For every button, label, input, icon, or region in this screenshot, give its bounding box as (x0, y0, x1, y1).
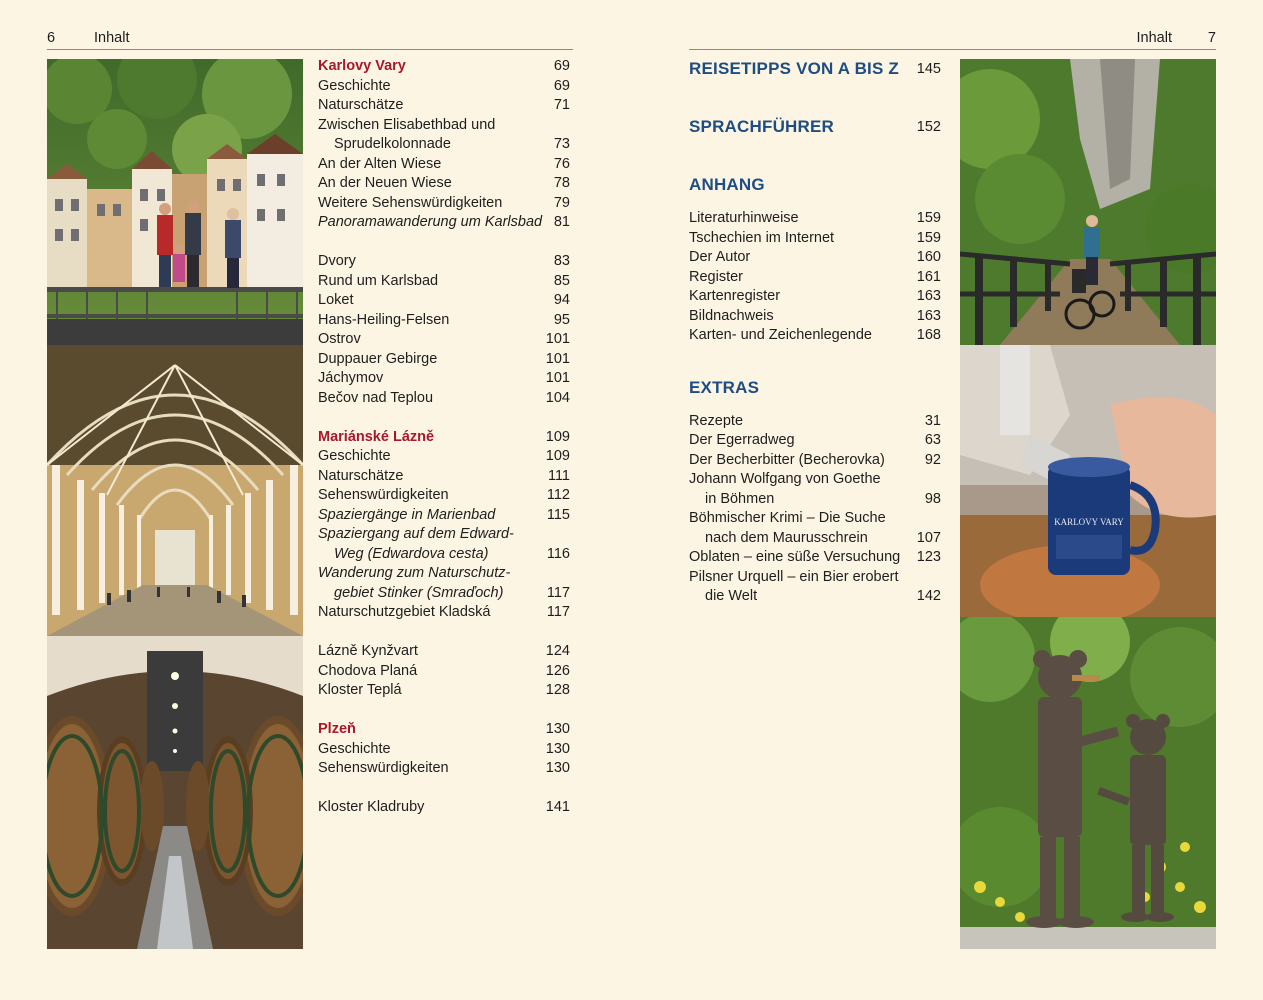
toc-entry-page: 159 (916, 229, 941, 246)
toc-entry-title: Geschichte (318, 740, 391, 757)
toc-right-column (689, 57, 941, 607)
toc-entry-page: 116 (546, 545, 570, 562)
toc-entry-page: 117 (546, 584, 570, 601)
toc-entry-page: 130 (545, 740, 570, 757)
toc-entry[interactable] (318, 428, 570, 448)
toc-entry[interactable] (318, 135, 570, 155)
toc-entry-page: 111 (547, 467, 570, 484)
toc-entry-page: 160 (916, 249, 941, 265)
toc-entry-title: in Böhmen (705, 490, 775, 507)
toc-entry[interactable] (689, 248, 941, 268)
toc-entry-page: 124 (545, 643, 570, 659)
photo-karlovy-vary-street (47, 59, 303, 345)
toc-entry[interactable] (318, 213, 570, 233)
toc-entry[interactable] (318, 272, 570, 292)
toc-entry-page: 163 (916, 288, 941, 304)
toc-entry-page: 104 (545, 389, 570, 406)
toc-entry[interactable] (689, 229, 941, 249)
toc-entry[interactable] (689, 451, 941, 471)
extras-list (689, 412, 941, 607)
toc-gap (318, 701, 570, 721)
toc-entry-page: 117 (546, 604, 570, 620)
toc-entry[interactable] (689, 431, 941, 451)
toc-entry-title: Weitere Sehenswürdigkeiten (318, 194, 503, 211)
toc-entry-title: Bečov nad Teplou (318, 389, 434, 406)
toc-entry[interactable] (318, 311, 570, 331)
toc-entry[interactable] (318, 447, 570, 467)
toc-entry-page: 85 (553, 272, 570, 289)
toc-entry-page: 123 (916, 549, 941, 565)
toc-section-extras (689, 376, 941, 400)
toc-entry-page: 109 (545, 428, 570, 445)
toc-entry-title: Hans-Heiling-Felsen (318, 311, 450, 328)
toc-entry-title: Bildnachweis (689, 307, 774, 324)
toc-entry[interactable] (318, 798, 570, 818)
left-header-title: Inhalt (94, 30, 130, 46)
toc-entry-page: 101 (545, 370, 570, 386)
toc-section-anhang (689, 173, 941, 197)
toc-entry[interactable] (689, 529, 941, 549)
toc-entry-page: 95 (553, 311, 570, 328)
right-header-title: Inhalt (1136, 30, 1172, 46)
toc-entry[interactable] (318, 57, 570, 77)
toc-entry-title: Plzeň (318, 721, 356, 737)
mug-text: KARLOVY VARY (1054, 517, 1124, 527)
toc-entry[interactable] (318, 584, 570, 604)
toc-entry-title: Johann Wolfgang von Goethe (689, 471, 881, 487)
toc-entry[interactable] (689, 307, 941, 327)
toc-entry-title: Naturschutzgebiet Kladská (318, 604, 491, 620)
right-page-number: 7 (1207, 30, 1216, 46)
section-page: 145 (916, 61, 941, 77)
toc-entry-title: Literaturhinweise (689, 210, 799, 226)
toc-entry-page: 73 (553, 136, 570, 152)
toc-section-sprachfuehrer[interactable] (689, 115, 941, 139)
toc-entry[interactable] (689, 209, 941, 229)
toc-entry-page: 101 (545, 350, 570, 367)
toc-entry-page: 130 (545, 721, 570, 737)
toc-entry-page: 126 (545, 662, 570, 679)
toc-entry-page: 128 (545, 682, 570, 698)
toc-left-column (318, 57, 570, 818)
toc-entry-page: 163 (916, 307, 941, 324)
toc-entry-title: Geschichte (318, 448, 391, 464)
toc-entry-title: Weg (Edwardova cesta) (334, 545, 489, 562)
toc-entry-title: Rezepte (689, 412, 744, 429)
toc-entry[interactable] (318, 467, 570, 487)
toc-entry[interactable] (318, 642, 570, 662)
anhang-list (689, 209, 941, 346)
toc-entry-page: 31 (924, 412, 941, 429)
toc-section-reisetipps[interactable] (689, 57, 941, 84)
toc-entry[interactable] (689, 268, 941, 288)
toc-entry-title: Spaziergänge in Marienbad (318, 506, 496, 523)
toc-entry-page: 94 (553, 292, 570, 308)
toc-entry-page: 78 (553, 175, 570, 191)
toc-entry[interactable] (318, 486, 570, 506)
toc-entry-title: Zwischen Elisabethbad und (318, 116, 496, 133)
toc-entry-title: Jáchymov (318, 370, 384, 386)
toc-entry-title: Karten- und Zeichenlegende (689, 327, 872, 343)
toc-entry-page: 161 (916, 268, 941, 285)
toc-entry-page: 168 (916, 327, 941, 343)
section-title: REISETIPPS VON A BIS Z (689, 59, 900, 78)
toc-entry-page: 76 (553, 155, 570, 172)
toc-entry[interactable] (318, 525, 570, 545)
toc-entry-title: Mariánské Lázně (318, 428, 435, 445)
toc-entry-title: Sehenswürdigkeiten (318, 760, 449, 776)
toc-entry-title: Der Becherbitter (Becherovka) (689, 451, 885, 468)
toc-entry-page: 115 (546, 506, 570, 523)
toc-entry-title: Der Autor (689, 249, 751, 265)
toc-gap (318, 779, 570, 799)
toc-entry-page: 71 (553, 97, 570, 113)
toc-entry-title: gebiet Stinker (Smraďoch) (334, 584, 504, 601)
toc-entry-title: Tschechien im Internet (689, 229, 835, 246)
toc-entry[interactable] (689, 490, 941, 510)
section-title: ANHANG (689, 175, 765, 194)
toc-entry-title: Sehenswürdigkeiten (318, 487, 449, 503)
toc-entry[interactable] (318, 252, 570, 272)
section-title: EXTRAS (689, 377, 760, 397)
toc-entry[interactable] (318, 350, 570, 370)
toc-entry-page: 79 (553, 194, 570, 211)
toc-entry-page: 112 (546, 487, 570, 503)
toc-entry[interactable] (318, 291, 570, 311)
toc-entry-title: Panoramawanderung um Karlsbad (318, 214, 543, 230)
toc-entry-title: nach dem Maurusschrein (705, 529, 868, 546)
toc-gap (318, 623, 570, 643)
toc-entry-title: Karlovy Vary (318, 58, 406, 74)
toc-entry[interactable] (689, 587, 941, 607)
section-title: SPRACHFÜHRER (689, 117, 835, 136)
toc-entry-title: Rund um Karlsbad (318, 272, 439, 289)
toc-entry-page: 98 (924, 490, 941, 507)
toc-entry-title: Sprudelkolonnade (334, 136, 451, 152)
toc-entry[interactable] (318, 720, 570, 740)
toc-entry[interactable] (318, 174, 570, 194)
toc-entry-title: Ostrov (318, 331, 361, 347)
toc-entry[interactable] (318, 506, 570, 526)
toc-entry[interactable] (689, 326, 941, 346)
toc-entry[interactable] (318, 662, 570, 682)
toc-entry[interactable] (318, 603, 570, 623)
toc-entry-page: 63 (924, 432, 941, 448)
toc-entry[interactable] (689, 509, 941, 529)
toc-entry-title: Böhmischer Krimi – Die Suche (689, 510, 886, 526)
toc-entry[interactable] (689, 548, 941, 568)
toc-entry-page: 101 (545, 331, 570, 347)
toc-entry[interactable] (318, 740, 570, 760)
toc-entry[interactable] (318, 96, 570, 116)
toc-entry-page: 141 (545, 799, 570, 815)
toc-gap (318, 408, 570, 428)
toc-entry[interactable] (318, 389, 570, 409)
toc-entry-title: die Welt (705, 588, 758, 604)
left-page-number: 6 (47, 30, 56, 46)
toc-entry[interactable] (689, 470, 941, 490)
toc-entry-page: 109 (545, 448, 570, 464)
toc-entry-title: Naturschätze (318, 467, 404, 484)
toc-entry[interactable] (318, 330, 570, 350)
toc-entry[interactable] (318, 155, 570, 175)
toc-entry[interactable] (318, 759, 570, 779)
toc-entry[interactable] (318, 369, 570, 389)
toc-entry-title: Kloster Teplá (318, 682, 402, 698)
toc-entry-page: 69 (553, 77, 570, 94)
toc-entry-page: 159 (916, 210, 941, 226)
toc-entry-title: Duppauer Gebirge (318, 350, 438, 367)
toc-entry-title: Lázně Kynžvart (318, 643, 418, 659)
toc-entry[interactable] (318, 681, 570, 701)
toc-entry-title: An der Neuen Wiese (318, 175, 452, 191)
toc-entry[interactable] (689, 412, 941, 432)
section-page: 152 (916, 119, 941, 135)
toc-entry-title: An der Alten Wiese (318, 155, 442, 172)
toc-entry[interactable] (318, 545, 570, 565)
toc-entry-page: 69 (553, 58, 570, 74)
toc-entry[interactable] (318, 77, 570, 97)
photo-beer-cellar (47, 636, 303, 949)
toc-entry-title: Oblaten – eine süße Versuchung (689, 549, 901, 565)
toc-entry[interactable] (318, 564, 570, 584)
toc-entry-title: Chodova Planá (318, 662, 418, 679)
toc-entry-title: Dvory (318, 253, 356, 269)
photo-cyclist-bridge (960, 59, 1216, 345)
toc-entry-title: Kartenregister (689, 288, 781, 304)
toc-entry-title: Pilsner Urquell – ein Bier erobert (689, 568, 899, 585)
toc-gap (318, 233, 570, 253)
toc-entry-title: Register (689, 268, 743, 285)
toc-entry-page: 142 (916, 588, 941, 604)
toc-entry-title: Der Egerradweg (689, 432, 795, 448)
toc-entry-title: Geschichte (318, 77, 391, 94)
toc-entry-title: Spaziergang auf dem Edward- (318, 526, 514, 542)
toc-entry-page: 83 (553, 253, 570, 269)
toc-entry-page: 92 (924, 451, 941, 468)
photo-statues (960, 617, 1216, 949)
toc-entry-title: Wanderung zum Naturschutz- (318, 565, 511, 581)
toc-entry[interactable] (318, 116, 570, 136)
toc-entry-page: 81 (553, 214, 570, 230)
toc-entry[interactable] (689, 287, 941, 307)
toc-entry[interactable] (318, 194, 570, 214)
right-page-header (689, 29, 1216, 50)
toc-entry-title: Naturschätze (318, 97, 404, 113)
left-page-header (47, 29, 573, 50)
toc-entry-page: 107 (916, 529, 941, 546)
photo-spring-mug (960, 345, 1216, 617)
toc-entry-title: Kloster Kladruby (318, 799, 425, 815)
photo-colonnade (47, 345, 303, 636)
toc-entry-title: Loket (318, 292, 354, 308)
toc-entry-page: 130 (545, 760, 570, 776)
toc-entry[interactable] (689, 568, 941, 588)
